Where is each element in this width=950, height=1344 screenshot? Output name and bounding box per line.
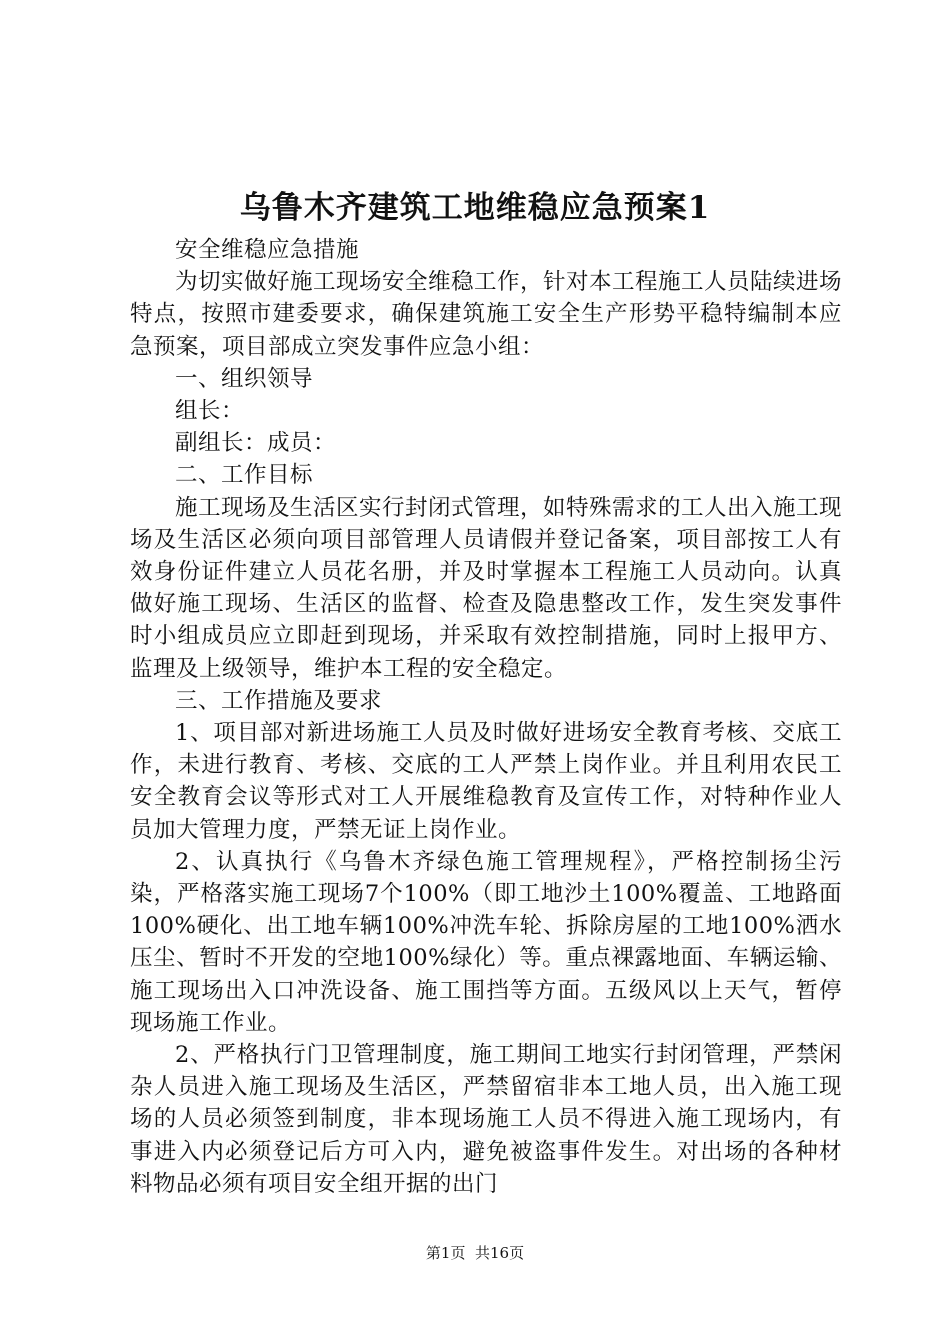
document-title: 乌鲁木齐建筑工地维稳应急预案1	[239, 190, 711, 226]
section-heading: 一、组织领导	[175, 365, 314, 392]
body-paragraph: 1、项目部对新进场施工人员及时做好进场安全教育考核、交底工作，未进行教育、考核、交底的工人严禁上岗作业。并且利用农民工安全教育会议等形式对工人开展维稳教育及宣传工作，对特种作业人员加大管理力度，严禁无证上岗作业。	[130, 720, 842, 843]
section-heading: 二、工作目标	[175, 462, 314, 489]
deputy-leader-line: 副组长：成员：	[175, 430, 337, 457]
body-paragraph: 2、认真执行《乌鲁木齐绿色施工管理规程》，严格控制扬尘污染，严格落实施工现场7个100%（即工地沙土100%覆盖、工地路面100%硬化、出工地车辆100%冲洗车轮、拆除房屋的工地100%洒水压尘、暂时不开发的空地100%绿化）等。重点裸露地面、车辆运输、施工现场出入口冲洗设备、施工围挡等方面。五级风以上天气，暂停现场施工作业。	[130, 848, 842, 1036]
document-body	[130, 234, 842, 1200]
body-paragraph: 施工现场及生活区实行封闭式管理，如特殊需求的工人出入施工现场及生活区必须向项目部管理人员请假并登记备案，项目部按工人有效身份证件建立人员花名册，并及时掌握本工程施工人员动向。认真做好施工现场、生活区的监督、检查及隐患整改工作，发生突发事件时小组成员应立即赶到现场，并采取有效控制措施，同时上报甲方、监理及上级领导，维护本工程的安全稳定。	[130, 494, 843, 682]
section-heading: 三、工作措施及要求	[175, 687, 383, 714]
body-paragraph: 2、严格执行门卫管理制度，施工期间工地实行封闭管理，严禁闲杂人员进入施工现场及生活区，严禁留宿非本工地人员，出入施工现场的人员必须签到制度，非本现场施工人员不得进入施工现场内，有事进入内必须登记后方可入内，避免被盗事件发生。对出场的各种材料物品必须有项目安全组开据的出门	[130, 1042, 842, 1197]
intro-paragraph: 为切实做好施工现场安全维稳工作，针对本工程施工人员陆续进场特点，按照市建委要求，确保建筑施工安全生产形势平稳特编制本应急预案，项目部成立突发事件应急小组：	[130, 269, 843, 360]
page-footer	[0, 1242, 950, 1264]
section-heading: 安全维稳应急措施	[175, 237, 360, 263]
page-total: 共16页	[475, 1244, 525, 1262]
leader-line: 组长：	[175, 398, 245, 425]
page-number: 第1页	[425, 1244, 466, 1262]
